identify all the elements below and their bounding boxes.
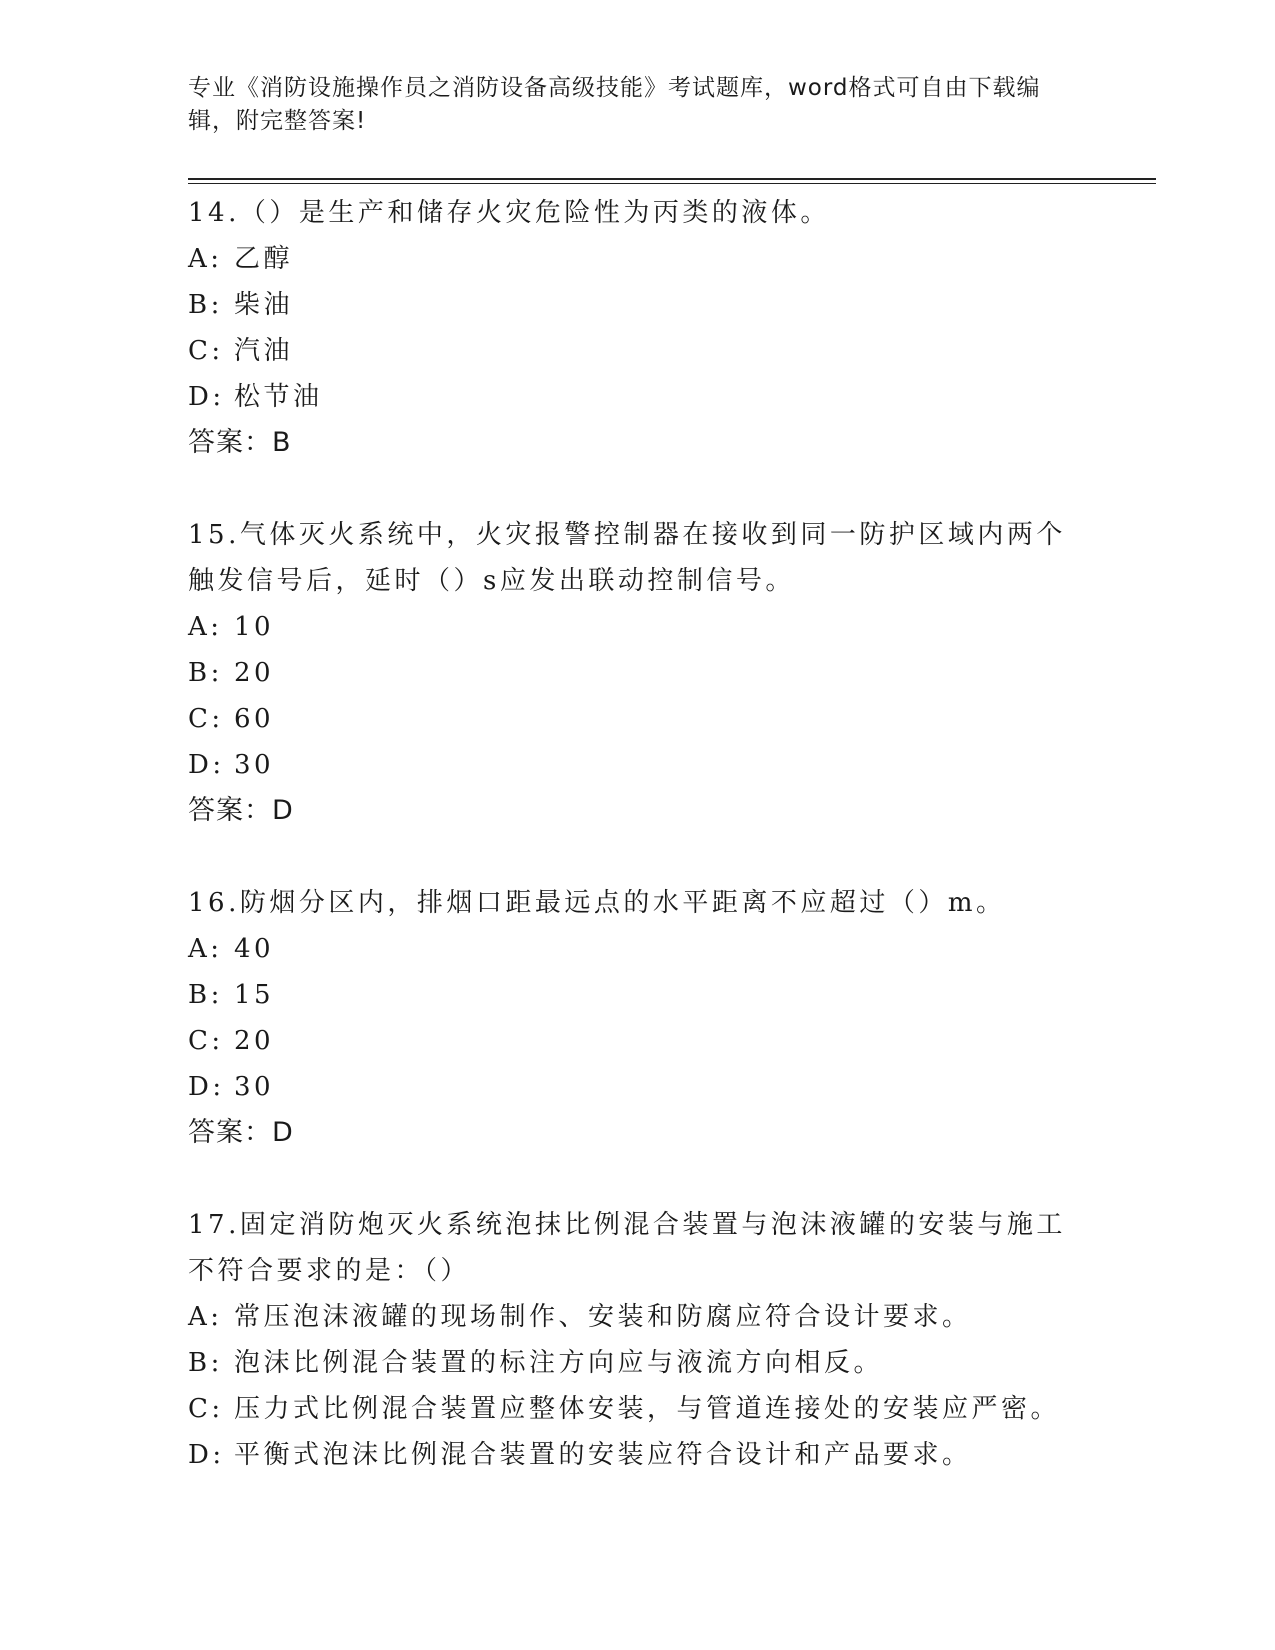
option-key: B: — [188, 980, 223, 1010]
option-text: 60 — [234, 704, 275, 734]
option-text: 泡沫比例混合装置的标注方向应与液流方向相反。 — [234, 1348, 884, 1378]
option-key: C: — [188, 336, 224, 366]
option-text: 压力式比例混合装置应整体安装，与管道连接处的安装应严密。 — [234, 1394, 1061, 1424]
header-note: 专业《消防设施操作员之消防设备高级技能》考试题库，word格式可自由下载编辑，附完整答案! — [188, 75, 1041, 134]
option-d — [188, 1432, 1088, 1478]
option-key: D: — [188, 750, 225, 780]
option-text: 20 — [234, 658, 275, 688]
question-15 — [188, 512, 1088, 834]
option-a — [188, 926, 1088, 972]
option-key: D: — [188, 1440, 225, 1470]
answer-line: 答案：D — [188, 1117, 294, 1148]
option-text: 30 — [234, 1072, 275, 1102]
option-key: B: — [188, 1348, 223, 1378]
option-key: B: — [188, 658, 223, 688]
option-d — [188, 374, 1088, 420]
option-c — [188, 1386, 1088, 1432]
option-key: C: — [188, 704, 224, 734]
option-text: 15 — [234, 980, 275, 1010]
answer-line: 答案：B — [188, 427, 292, 458]
question-14 — [188, 190, 1088, 466]
option-text: 平衡式泡沫比例混合装置的安装应符合设计和产品要求。 — [234, 1440, 972, 1470]
option-d — [188, 742, 1088, 788]
option-text: 乙醇 — [234, 244, 294, 274]
option-key: D: — [188, 382, 225, 412]
option-text: 30 — [234, 750, 275, 780]
option-c — [188, 696, 1088, 742]
option-key: A: — [188, 1302, 223, 1332]
option-text: 40 — [234, 934, 275, 964]
header-divider — [188, 178, 1156, 180]
question-stem: 16.防烟分区内，排烟口距最远点的水平距离不应超过（）m。 — [188, 888, 1006, 918]
header-divider-thin — [188, 183, 1156, 184]
option-key: A: — [188, 934, 223, 964]
option-c — [188, 328, 1088, 374]
option-text: 20 — [234, 1026, 275, 1056]
option-a — [188, 604, 1088, 650]
option-b — [188, 1340, 1088, 1386]
question-list — [188, 190, 1088, 1524]
option-b — [188, 650, 1088, 696]
option-text: 汽油 — [234, 336, 294, 366]
option-text: 10 — [234, 612, 275, 642]
option-b — [188, 972, 1088, 1018]
option-b — [188, 282, 1088, 328]
option-key: C: — [188, 1026, 224, 1056]
option-key: A: — [188, 612, 223, 642]
answer-line: 答案：D — [188, 795, 294, 826]
option-text: 常压泡沫液罐的现场制作、安装和防腐应符合设计要求。 — [234, 1302, 972, 1332]
question-16 — [188, 880, 1088, 1156]
question-stem: 14.（）是生产和储存火灾危险性为丙类的液体。 — [188, 198, 830, 228]
question-stem: 15.气体灭火系统中，火灾报警控制器在接收到同一防护区域内两个触发信号后，延时（）s应发出联动控制信号。 — [188, 520, 1066, 596]
option-d — [188, 1064, 1088, 1110]
option-key: C: — [188, 1394, 224, 1424]
option-a — [188, 1294, 1088, 1340]
option-key: D: — [188, 1072, 225, 1102]
question-17 — [188, 1202, 1088, 1478]
option-text: 松节油 — [234, 382, 323, 412]
option-key: A: — [188, 244, 223, 274]
option-key: B: — [188, 290, 223, 320]
question-stem: 17.固定消防炮灭火系统泡抹比例混合装置与泡沫液罐的安装与施工不符合要求的是：（） — [188, 1210, 1066, 1286]
option-text: 柴油 — [234, 290, 294, 320]
option-c — [188, 1018, 1088, 1064]
option-a — [188, 236, 1088, 282]
